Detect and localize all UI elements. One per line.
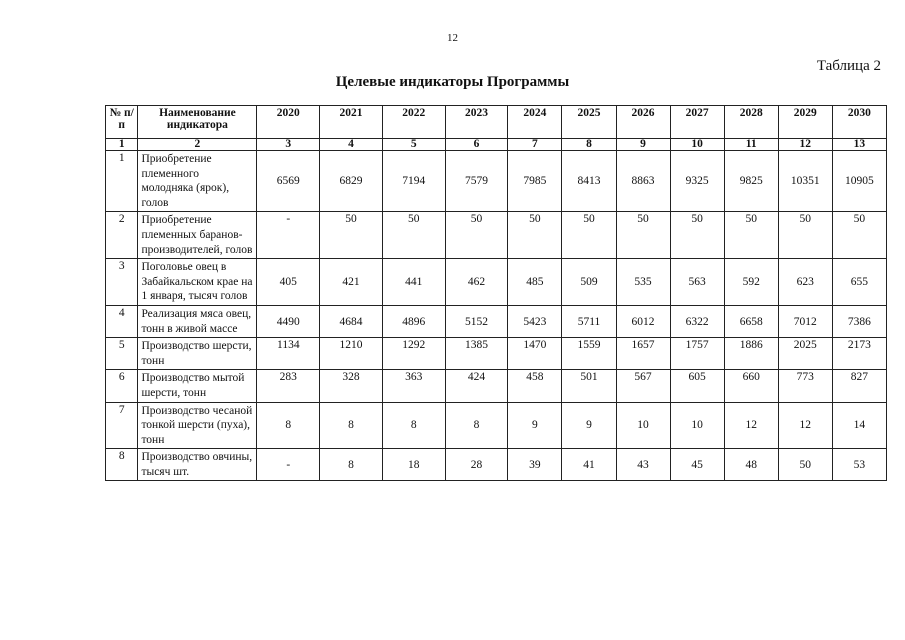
indicator-value-cell: 5152: [445, 305, 508, 337]
row-number-cell: 7: [106, 402, 138, 449]
header-cell: 2025: [562, 106, 616, 139]
indicator-value-cell: 6012: [616, 305, 670, 337]
indicator-value-cell: 328: [320, 370, 383, 402]
header-cell: 2021: [320, 106, 383, 139]
indicator-value-cell: 8: [382, 402, 445, 449]
indicator-value-cell: -: [257, 212, 320, 259]
indicator-value-cell: 50: [562, 212, 616, 259]
header-cell: 2024: [508, 106, 562, 139]
indicator-value-cell: 5423: [508, 305, 562, 337]
indicator-value-cell: 39: [508, 449, 562, 481]
indicator-name-cell: Поголовье овец в Забайкальском крае на 1 января, тысяч голов: [138, 259, 257, 306]
indicator-value-cell: 41: [562, 449, 616, 481]
indicator-value-cell: 501: [562, 370, 616, 402]
header-cell: 2027: [670, 106, 724, 139]
row-number-cell: 4: [106, 305, 138, 337]
table-label: Таблица 2: [816, 58, 881, 74]
table-row: [106, 449, 887, 481]
indicator-value-cell: 1657: [616, 338, 670, 370]
table-row: [106, 151, 887, 212]
indicator-value-cell: 50: [508, 212, 562, 259]
indicator-value-cell: 9: [562, 402, 616, 449]
row-number-cell: 2: [106, 212, 138, 259]
indicator-name-cell: Приобретение племенного молодняка (ярок), голов: [138, 151, 257, 212]
header-cell: 2026: [616, 106, 670, 139]
indicator-value-cell: -: [257, 449, 320, 481]
column-number-cell: 8: [562, 139, 616, 151]
column-number-row: [106, 139, 887, 151]
column-number-cell: 9: [616, 139, 670, 151]
indicator-value-cell: 660: [724, 370, 778, 402]
row-number-cell: 6: [106, 370, 138, 402]
indicator-value-cell: 50: [832, 212, 886, 259]
indicator-value-cell: 45: [670, 449, 724, 481]
indicator-value-cell: 509: [562, 259, 616, 306]
indicator-value-cell: 6829: [320, 151, 383, 212]
row-number-cell: 3: [106, 259, 138, 306]
indicator-value-cell: 2173: [832, 338, 886, 370]
indicator-value-cell: 50: [670, 212, 724, 259]
indicator-value-cell: 9825: [724, 151, 778, 212]
indicator-value-cell: 592: [724, 259, 778, 306]
indicator-name-cell: Производство чесаной тонкой шерсти (пуха), тонн: [138, 402, 257, 449]
indicator-value-cell: 50: [778, 449, 832, 481]
table-row: [106, 259, 887, 306]
column-number-cell: 13: [832, 139, 886, 151]
indicator-name-cell: Производство шерсти, тонн: [138, 338, 257, 370]
indicator-value-cell: 43: [616, 449, 670, 481]
table-header-row: [106, 106, 887, 139]
indicator-value-cell: 14: [832, 402, 886, 449]
document-title: Целевые индикаторы Программы: [335, 74, 570, 90]
column-number-cell: 12: [778, 139, 832, 151]
indicator-value-cell: 18: [382, 449, 445, 481]
indicator-value-cell: 4896: [382, 305, 445, 337]
indicator-value-cell: 6658: [724, 305, 778, 337]
indicator-value-cell: 1470: [508, 338, 562, 370]
row-number-cell: 1: [106, 151, 138, 212]
header-cell: 2028: [724, 106, 778, 139]
header-cell: 2023: [445, 106, 508, 139]
header-cell: 2020: [257, 106, 320, 139]
indicator-value-cell: 567: [616, 370, 670, 402]
indicator-value-cell: 827: [832, 370, 886, 402]
table-row: [106, 338, 887, 370]
indicator-value-cell: 1757: [670, 338, 724, 370]
row-number-cell: 5: [106, 338, 138, 370]
indicator-value-cell: 535: [616, 259, 670, 306]
indicator-value-cell: 6569: [257, 151, 320, 212]
indicator-value-cell: 50: [778, 212, 832, 259]
indicator-value-cell: 6322: [670, 305, 724, 337]
indicator-value-cell: 12: [724, 402, 778, 449]
indicator-value-cell: 7386: [832, 305, 886, 337]
column-number-cell: 1: [106, 139, 138, 151]
indicator-value-cell: 441: [382, 259, 445, 306]
column-number-cell: 6: [445, 139, 508, 151]
indicator-value-cell: 421: [320, 259, 383, 306]
header-cell: Наименование индикатора: [138, 106, 257, 139]
indicator-name-cell: Реализация мяса овец, тонн в живой массе: [138, 305, 257, 337]
indicator-value-cell: 10351: [778, 151, 832, 212]
indicator-value-cell: 50: [382, 212, 445, 259]
table-row: [106, 305, 887, 337]
table-row: [106, 402, 887, 449]
indicator-value-cell: 5711: [562, 305, 616, 337]
indicator-value-cell: 50: [724, 212, 778, 259]
indicator-value-cell: 1210: [320, 338, 383, 370]
indicator-value-cell: 10: [616, 402, 670, 449]
indicator-value-cell: 7194: [382, 151, 445, 212]
indicator-value-cell: 7012: [778, 305, 832, 337]
header-cell: № п/п: [106, 106, 138, 139]
header-cell: 2030: [832, 106, 886, 139]
indicator-value-cell: 50: [320, 212, 383, 259]
indicator-value-cell: 363: [382, 370, 445, 402]
indicator-value-cell: 1886: [724, 338, 778, 370]
indicator-value-cell: 773: [778, 370, 832, 402]
indicator-value-cell: 563: [670, 259, 724, 306]
indicator-value-cell: 50: [616, 212, 670, 259]
indicator-value-cell: 485: [508, 259, 562, 306]
indicator-value-cell: 8: [445, 402, 508, 449]
indicator-value-cell: 7985: [508, 151, 562, 212]
indicator-value-cell: 48: [724, 449, 778, 481]
column-number-cell: 3: [257, 139, 320, 151]
row-number-cell: 8: [106, 449, 138, 481]
indicator-name-cell: Приобретение племенных баранов-производителей, голов: [138, 212, 257, 259]
indicator-value-cell: 53: [832, 449, 886, 481]
indicator-value-cell: 10905: [832, 151, 886, 212]
indicator-value-cell: 405: [257, 259, 320, 306]
indicator-value-cell: 4490: [257, 305, 320, 337]
indicator-value-cell: 458: [508, 370, 562, 402]
indicator-value-cell: 424: [445, 370, 508, 402]
indicator-name-cell: Производство овчины, тысяч шт.: [138, 449, 257, 481]
column-number-cell: 7: [508, 139, 562, 151]
indicator-value-cell: 623: [778, 259, 832, 306]
header-cell: 2022: [382, 106, 445, 139]
indicator-value-cell: 8: [320, 402, 383, 449]
indicator-value-cell: 1292: [382, 338, 445, 370]
indicator-value-cell: 10: [670, 402, 724, 449]
table-row: [106, 212, 887, 259]
indicator-value-cell: 8: [320, 449, 383, 481]
indicator-value-cell: 655: [832, 259, 886, 306]
indicator-value-cell: 1559: [562, 338, 616, 370]
indicator-value-cell: 8413: [562, 151, 616, 212]
indicator-value-cell: 8863: [616, 151, 670, 212]
column-number-cell: 11: [724, 139, 778, 151]
indicator-value-cell: 9325: [670, 151, 724, 212]
column-number-cell: 10: [670, 139, 724, 151]
indicator-value-cell: 462: [445, 259, 508, 306]
header-cell: 2029: [778, 106, 832, 139]
indicator-value-cell: 2025: [778, 338, 832, 370]
column-number-cell: 5: [382, 139, 445, 151]
indicator-value-cell: 50: [445, 212, 508, 259]
indicators-table: [105, 105, 887, 481]
column-number-cell: 2: [138, 139, 257, 151]
indicator-value-cell: 7579: [445, 151, 508, 212]
indicator-value-cell: 605: [670, 370, 724, 402]
table-row: [106, 370, 887, 402]
indicator-value-cell: 4684: [320, 305, 383, 337]
page-number: 12: [447, 32, 458, 44]
indicator-value-cell: 9: [508, 402, 562, 449]
column-number-cell: 4: [320, 139, 383, 151]
indicator-value-cell: 1385: [445, 338, 508, 370]
indicator-value-cell: 8: [257, 402, 320, 449]
indicator-value-cell: 12: [778, 402, 832, 449]
indicator-value-cell: 28: [445, 449, 508, 481]
indicator-value-cell: 1134: [257, 338, 320, 370]
indicator-value-cell: 283: [257, 370, 320, 402]
indicator-name-cell: Производство мытой шерсти, тонн: [138, 370, 257, 402]
